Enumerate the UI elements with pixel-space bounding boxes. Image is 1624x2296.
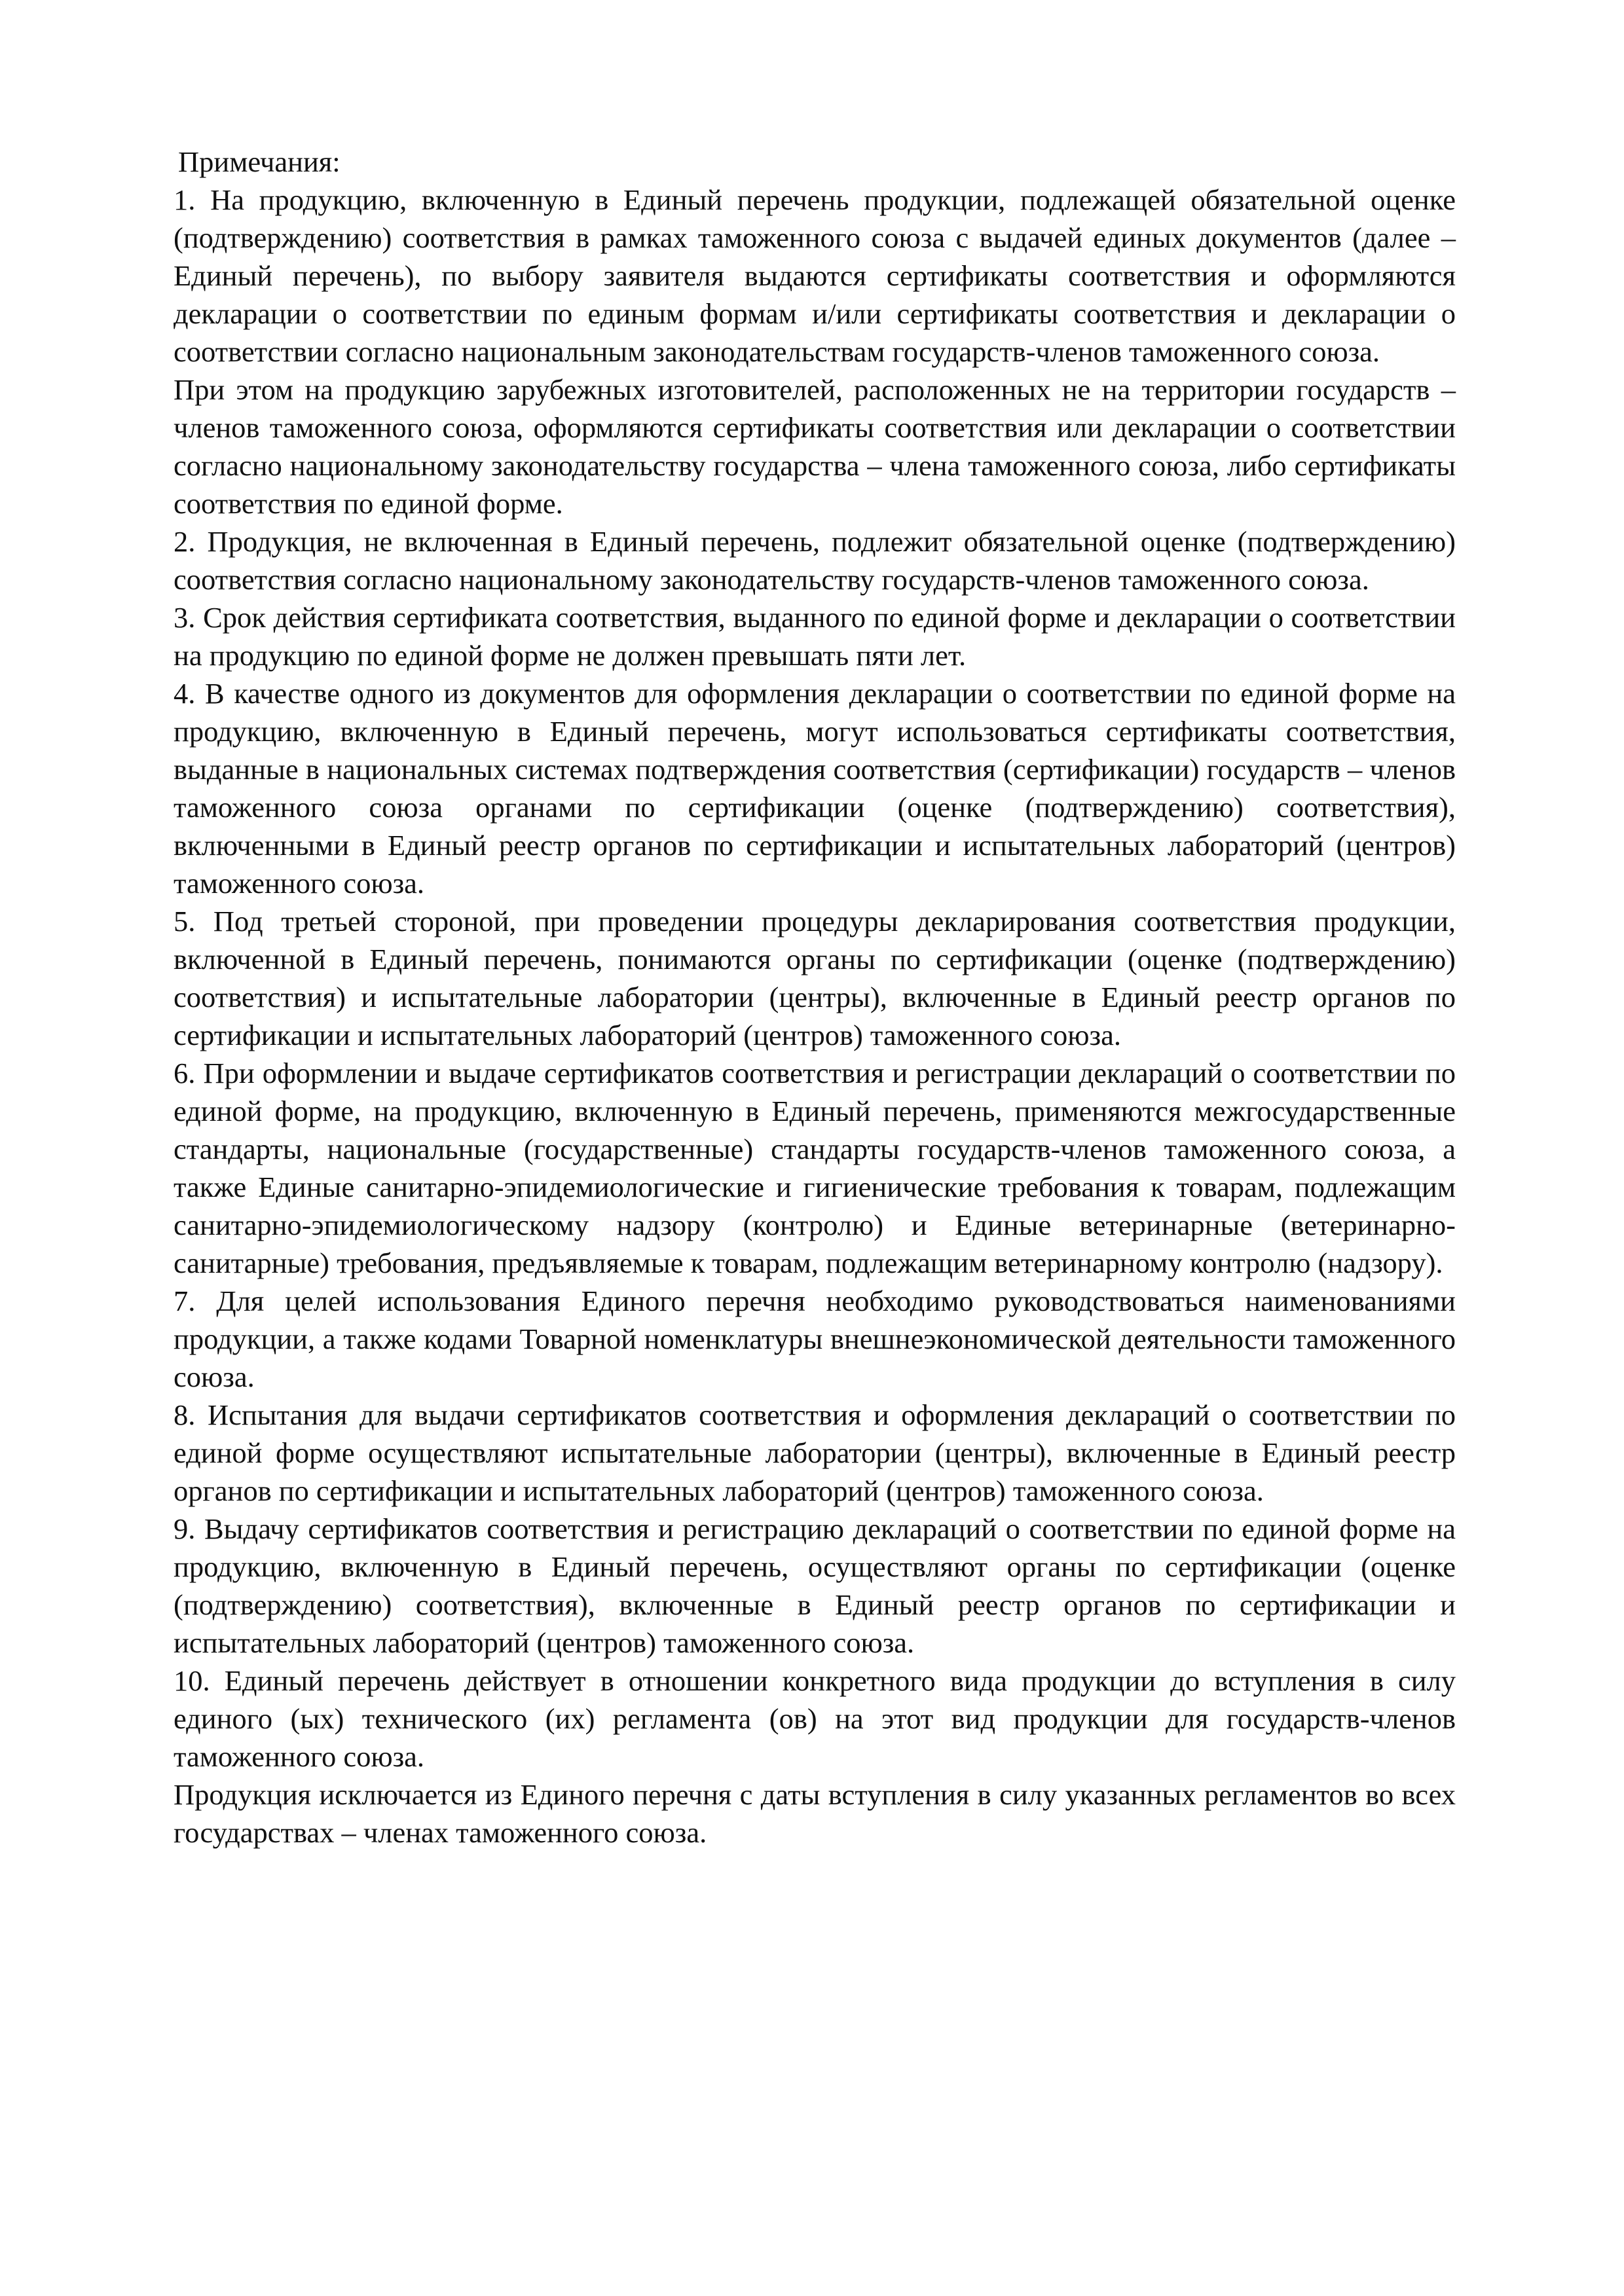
document-page	[174, 143, 1456, 1851]
note-7: 7. Для целей использования Единого перечня необходимо руководствоваться наименованиями продукции, а также кодами Товарной номенклатуры внешнеэкономической деятельности таможенного союза.	[174, 1285, 1456, 1393]
note-8: 8. Испытания для выдачи сертификатов соответствия и оформления деклараций о соответствии по единой форме осуществляют испытательные лаборатории (центры), включенные в Единый реестр органов по сертификации и испытательных лабораторий (центров) таможенного союза.	[174, 1398, 1456, 1507]
note-10: 10. Единый перечень действует в отношении конкретного вида продукции до вступления в силу единого (ых) технического (их) регламента (ов) на этот вид продукции для государств-членов таможенного союза.	[174, 1664, 1456, 1773]
note-3: 3. Срок действия сертификата соответствия, выданного по единой форме и декларации о соответствии на продукцию по единой форме не должен превышать пяти лет.	[174, 601, 1456, 672]
note-10-continuation: Продукция исключается из Единого перечня с даты вступления в силу указанных регламентов во всех государствах – членах таможенного союза.	[174, 1778, 1456, 1849]
note-4: 4. В качестве одного из документов для оформления декларации о соответствии по единой форме на продукцию, включенную в Единый перечень, могут использоваться сертификаты соответствия, выданные в национальных системах подтверждения соответствия (сертификации) государств – членов таможенного союза органами по сертификации (оценке (подтверждению) соответствия), включенными в Единый реестр органов по сертификации и испытательных лабораторий (центров) таможенного союза.	[174, 677, 1456, 900]
note-6: 6. При оформлении и выдаче сертификатов соответствия и регистрации деклараций о соответствии по единой форме, на продукцию, включенную в Единый перечень, применяются межгосударственные стандарты, национальные (государственные) стандарты государств-членов таможенного союза, а также Единые санитарно-эпидемиологические и гигиенические требования к товарам, подлежащим санитарно-эпидемиологическому надзору (контролю) и Единые ветеринарные (ветеринарно-санитарные) требования, предъявляемые к товарам, подлежащим ветеринарному контролю (надзору).	[174, 1057, 1456, 1279]
note-5: 5. Под третьей стороной, при проведении процедуры декларирования соответствия продукции, включенной в Единый перечень, понимаются органы по сертификации (оценке (подтверждению) соответствия) и испытательные лаборатории (центры), включенные в Единый реестр органов по сертификации и испытательных лабораторий (центров) таможенного союза.	[174, 905, 1456, 1051]
note-2: 2. Продукция, не включенная в Единый перечень, подлежит обязательной оценке (подтверждению) соответствия согласно национальному законодательству государств-членов таможенного союза.	[174, 525, 1456, 596]
notes-heading: Примечания:	[178, 145, 341, 178]
note-1: 1. На продукцию, включенную в Единый перечень продукции, подлежащей обязательной оценке (подтверждению) соответствия в рамках таможенного союза с выдачей единых документов (далее – Единый перечень), по выбору заявителя выдаются сертификаты соответствия и оформляются декларации о соответствии по единым формам и/или сертификаты соответствия и декларации о соответствии согласно национальным законодательствам государств-членов таможенного союза.	[174, 183, 1456, 368]
note-1-continuation: При этом на продукцию зарубежных изготовителей, расположенных не на территории государств – членов таможенного союза, оформляются сертификаты соответствия или декларации о соответствии согласно национальному законодательству государства – члена таможенного союза, либо сертификаты соответствия по единой форме.	[174, 373, 1456, 520]
note-9: 9. Выдачу сертификатов соответствия и регистрацию деклараций о соответствии по единой форме на продукцию, включенную в Единый перечень, осуществляют органы по сертификации (оценке (подтверждению) соответствия), включенные в Единый реестр органов по сертификации и испытательных лабораторий (центров) таможенного союза.	[174, 1512, 1456, 1659]
